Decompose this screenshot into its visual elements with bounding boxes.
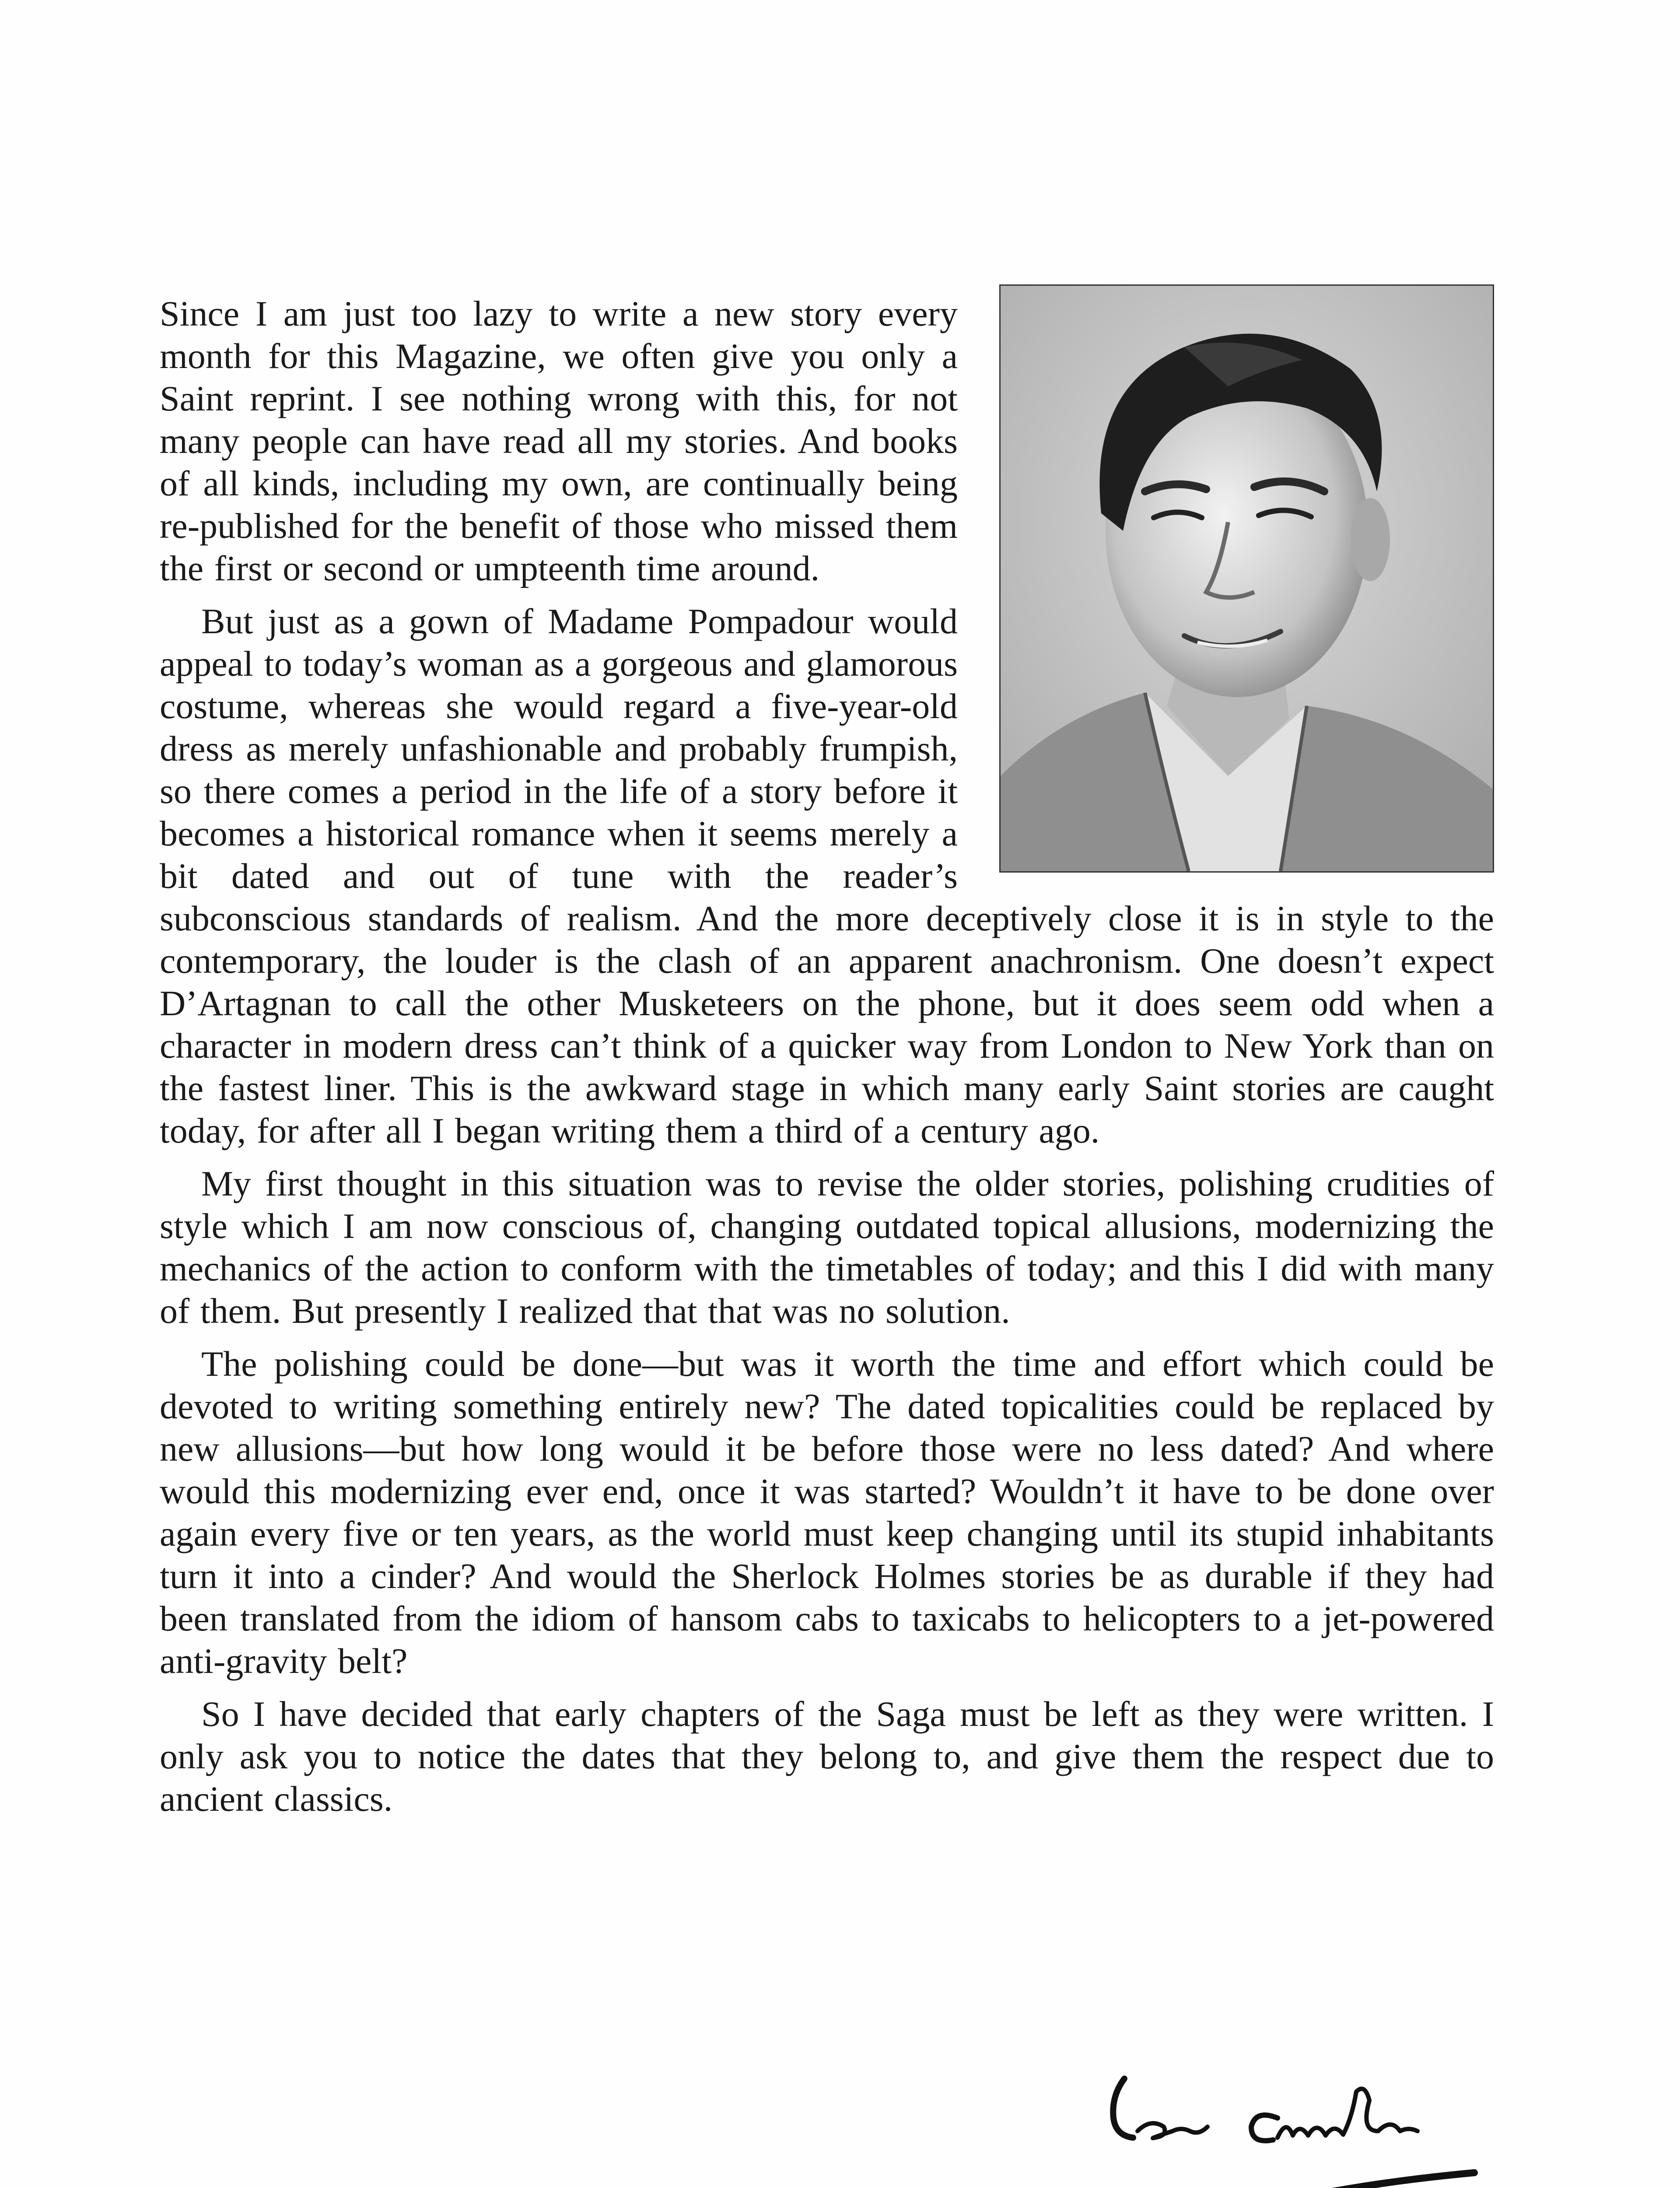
editorial-article [160,292,1494,1830]
paragraph-4: The polishing could be done—but was it worth the time and effort which could be devoted to writing something entirely new? The dated topicalities could be replaced by new allusions—but how long would it be before those were no less dated? And where would this modernizing ever end, once it was started? Wouldn’t it have to be done over again every five or ten years, as the world must keep changing until its stupid inhabitants turn it into a cinder? And would the Sherlock Holmes stories be as durable if they had been translated from the idiom of hansom cabs to taxicabs to helicopters to a jet-powered anti-gravity belt? [160,1344,1494,1681]
author-portrait [999,284,1494,873]
paragraph-5: So I have decided that early chapters of the Saga must be left as they were written. I only ask you to notice the dates that they belong to, and give them the respect due to ancient classics. [160,1694,1494,1819]
paragraph-3: My first thought in this situation was to revise the older stories, polishing crudities of style which I am now conscious of, changing outdated topical allusions, modernizing the mechanics of the action to conform with the timetables of today; and this I did with many of them. But presently I realized that that was no solution. [160,1164,1494,1331]
paragraph-1: Since I am just too lazy to write a new story every month for this Magazine, we often give you only a Saint reprint. I see nothing wrong with this, for not many people can have read all my stories. And books of all kinds, including my own, are continually being re-published for the benefit of those who missed them the first or second or umpteenth time around. [160,294,958,588]
paragraph-2: But just as a gown of Madame Pompadour would appeal to today’s woman as a gorgeous and glamorous costume, whereas she would regard a five-year-old dress as merely unfashionable and probably frumpish, so there comes a period in the life of a story before it becomes a historical romance when it seems merely a bit dated and out of tune with the reader’s subconscious standards of realism. And the more deceptively close it is in style to the contemporary, the louder is the clash of an apparent anachronism. One doesn’t expect D’Artagnan to call the other Musketeers on the phone, but it does seem odd when a character in modern dress can’t think of a quicker way from London to New York than on the fastest liner. This is the awkward stage in which many early Saint stories are caught today, for after all I began writing them a third of a century ago. [160,601,1494,1150]
author-signature [1094,2065,1505,2188]
